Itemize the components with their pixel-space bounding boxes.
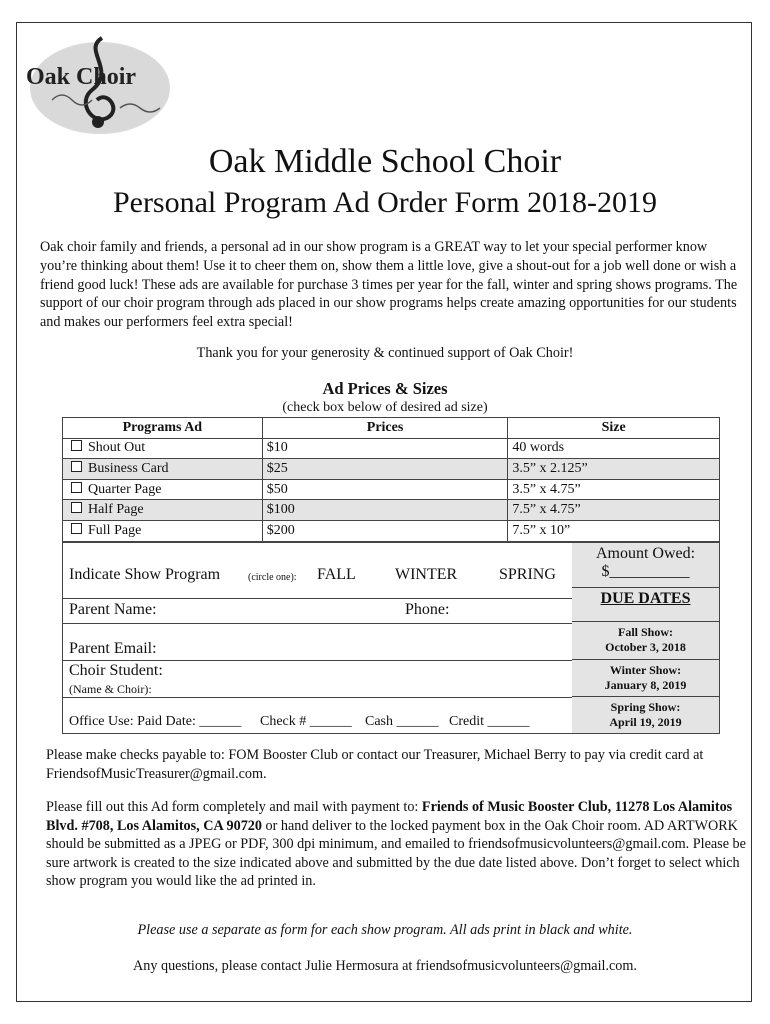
spring-due-date: Spring Show: April 19, 2019 (572, 697, 719, 733)
ad-size: 7.5” x 10” (508, 520, 720, 541)
intro-paragraph: Oak choir family and friends, a personal ad in our show program is a GREAT way to let your special performer know you’re thinking about them! Use it to cheer them on, show them a little love, give a shout-out for a job well done or wish a friend good luck! These ads are available for purchase 3 times per year for the fall, winter and spring shows programs. The support of our choir program through ads placed in our show programs helps create amazing opportunities for our students and makes our performers feel extra special! (40, 239, 738, 331)
parent-email-row[interactable] (63, 624, 572, 661)
mail-instructions (46, 798, 746, 891)
ad-checkbox[interactable] (71, 461, 82, 472)
ad-price: $100 (262, 500, 508, 521)
ad-name: Shout Out (88, 440, 146, 456)
office-use-check: Check # ______ (260, 714, 352, 729)
winter-option[interactable]: WINTER (395, 566, 458, 583)
ad-table-subheading: (check box below of desired ad size) (282, 400, 488, 415)
winter-due-date: Winter Show: January 8, 2019 (572, 660, 719, 697)
ad-name: Half Page (88, 502, 144, 518)
column-header: Prices (262, 418, 508, 439)
ad-checkbox[interactable] (71, 440, 82, 451)
ad-checkbox[interactable] (71, 523, 82, 534)
office-use-paid-date: Office Use: Paid Date: ______ (69, 714, 242, 729)
fall-due-date: Fall Show: October 3, 2018 (572, 622, 719, 660)
table-row (63, 438, 720, 459)
ad-table-heading: Ad Prices & Sizes (322, 379, 448, 398)
table-row (63, 500, 720, 521)
ad-price: $10 (262, 438, 508, 459)
column-header: Programs Ad (63, 418, 263, 439)
column-header: Size (508, 418, 720, 439)
ad-name: Quarter Page (88, 481, 162, 497)
table-row (63, 459, 720, 480)
mail-address: Friends of Music Booster Club, 11278 Los Alamitos Blvd. #708, Los Alamitos, CA 90720 (46, 799, 733, 834)
due-dates-heading: DUE DATES (572, 588, 719, 622)
choir-student-label: Choir Student: (69, 662, 163, 679)
order-info-form (62, 542, 720, 734)
office-use-credit: Credit ______ (449, 714, 530, 729)
page-title: Oak Middle School Choir (208, 143, 562, 180)
thanks-line: Thank you for your generosity & continued support of Oak Choir! (196, 345, 574, 361)
indicate-label: Indicate Show Program (69, 566, 221, 583)
payment-note: Please make checks payable to: FOM Booster Club or contact our Treasurer, Michael Berry to pay via credit card at FriendsofMusicTreasurer@gmail.com. (46, 747, 704, 782)
office-use-cash: Cash ______ (365, 714, 439, 729)
amount-owed-cell (572, 543, 719, 588)
choir-student-row[interactable] (63, 661, 572, 698)
ad-size: 40 words (508, 438, 720, 459)
ad-prices-table (62, 417, 720, 542)
parent-name-label: Parent Name: (69, 601, 157, 618)
phone-label: Phone: (405, 601, 450, 618)
contact-line: Any questions, please contact Julie Hermosura at friendsofmusicvolunteers@gmail.com. (133, 958, 637, 974)
table-row (63, 479, 720, 500)
logo-text: Oak Choir (26, 64, 137, 90)
parent-email-label: Parent Email: (69, 640, 157, 657)
mail-intro: Please fill out this Ad form completely and mail with payment to: (46, 799, 422, 815)
amount-owed-blank[interactable]: $__________ (601, 563, 690, 580)
oak-choir-logo (22, 30, 178, 142)
mail-rest: or hand deliver to the locked payment box in the Oak Choir room. AD ARTWORK should be submitted as a JPEG or PDF, 300 dpi minimum, and emailed to friendsofmusicvolunteers@gmail.com. Please be sure artwork is created to the size indicated above and submitted by the due date listed above. Don’t forget to select which show program you would like the ad printed in. (46, 817, 746, 890)
amount-owed-label: Amount Owed: (595, 545, 696, 562)
office-use-row (63, 698, 572, 733)
circle-one-note: (circle one): (248, 572, 297, 583)
table-row (63, 520, 720, 541)
ad-price: $50 (262, 479, 508, 500)
ad-price: $200 (262, 520, 508, 541)
parent-name-row[interactable] (63, 599, 572, 624)
ad-checkbox[interactable] (71, 502, 82, 513)
name-choir-note: (Name & Choir): (69, 682, 152, 696)
spring-option[interactable]: SPRING (499, 566, 556, 583)
ad-size: 7.5” x 4.75” (508, 500, 720, 521)
separate-form-note: Please use a separate as form for each show program. All ads print in black and white. (137, 922, 633, 938)
ad-name: Full Page (88, 522, 142, 538)
show-program-row (63, 543, 572, 599)
ad-checkbox[interactable] (71, 482, 82, 493)
fall-option[interactable]: FALL (317, 566, 356, 583)
ad-size: 3.5” x 2.125” (508, 459, 720, 480)
ad-name: Business Card (88, 460, 169, 476)
ad-size: 3.5” x 4.75” (508, 479, 720, 500)
ad-price: $25 (262, 459, 508, 480)
page-subtitle: Personal Program Ad Order Form 2018-2019 (112, 186, 658, 219)
